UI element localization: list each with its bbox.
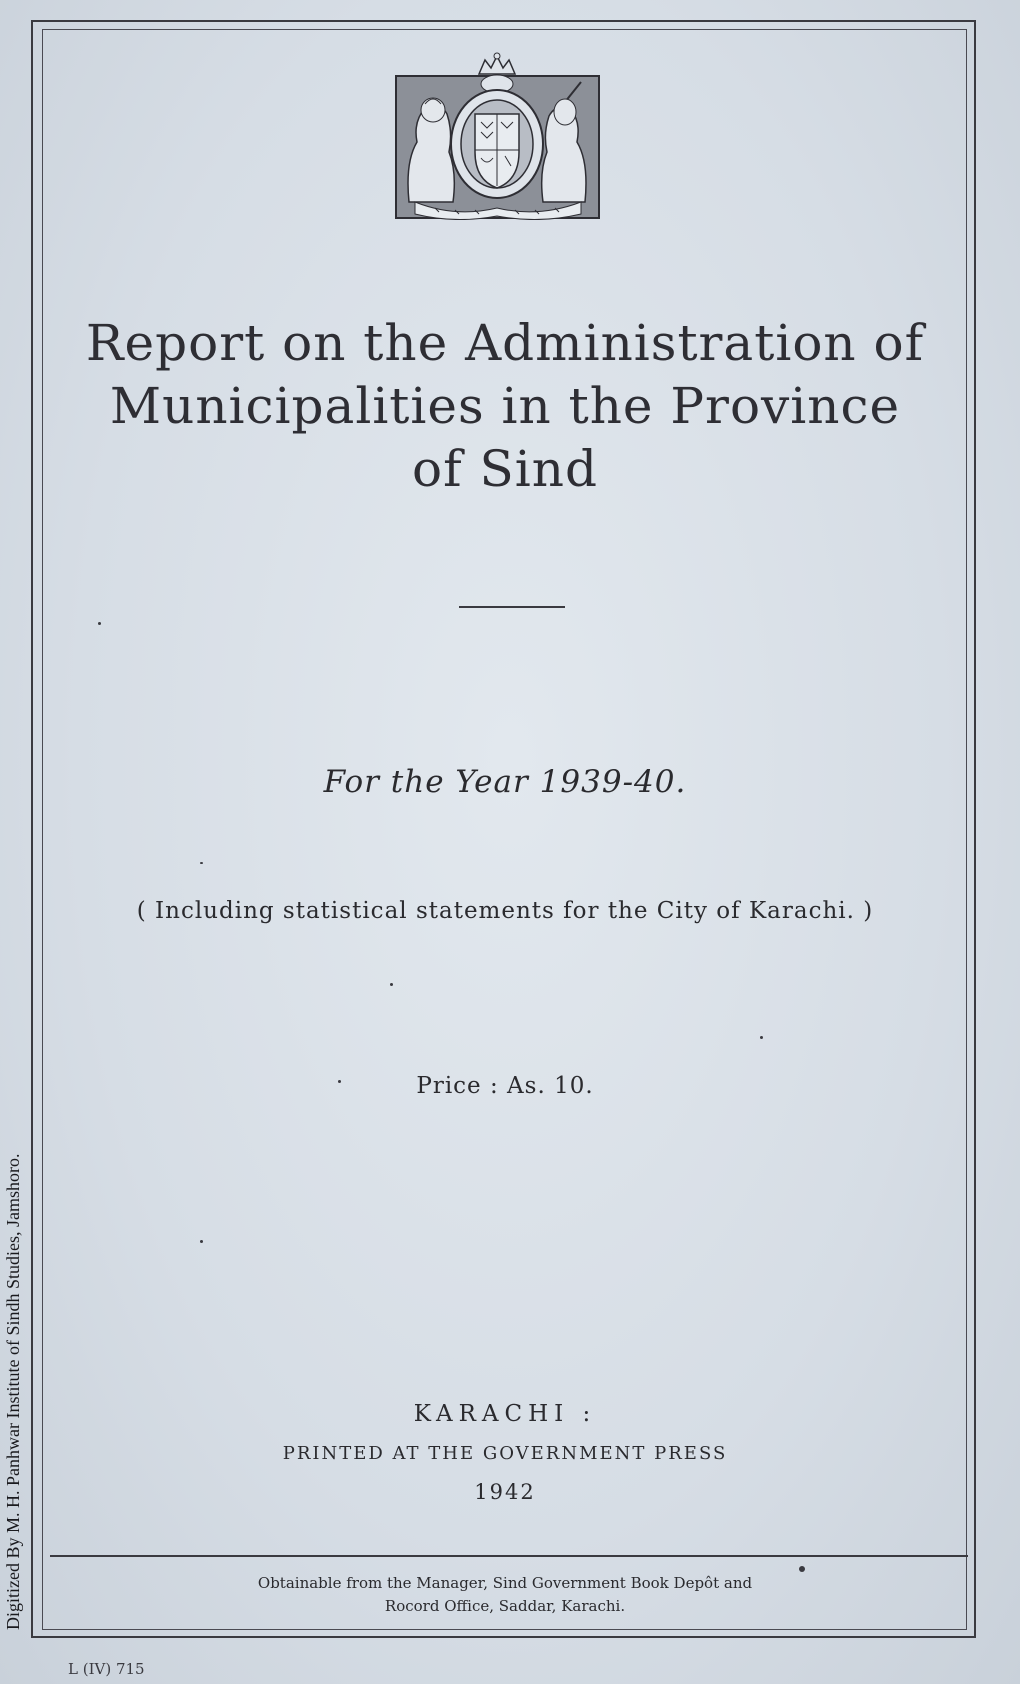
obtainable-line: Obtainable from the Manager, Sind Government Book Depôt and (257, 1574, 753, 1592)
obtainable-line: Rocord Office, Saddar, Karachi. (384, 1597, 626, 1615)
title-line: Municipalities in the Province (109, 377, 901, 435)
report-title (50, 312, 960, 501)
title-line: of Sind (412, 440, 598, 498)
footer-rule (50, 1555, 968, 1557)
paper-speck (760, 1036, 763, 1039)
paper-speck (200, 862, 203, 864)
paper-speck (338, 1080, 341, 1083)
price-line: Price : As. 10. (416, 1073, 594, 1099)
royal-coat-of-arms-icon (395, 52, 600, 220)
obtainable-note (50, 1572, 960, 1618)
paper-speck (390, 983, 393, 986)
paper-speck (98, 622, 101, 625)
publication-year: 1942 (474, 1480, 536, 1504)
report-year: For the Year 1939-40. (323, 764, 687, 800)
publication-place: KARACHI : (413, 1401, 597, 1427)
report-subtitle: ( Including statistical statements for the City of Karachi. ) (136, 898, 874, 924)
title-line: Report on the Administration of (85, 314, 925, 372)
catalogue-code: L (IV) 715 (68, 1660, 145, 1678)
printer-line: PRINTED AT THE GOVERNMENT PRESS (282, 1443, 728, 1464)
digitization-note: Digitized By M. H. Panhwar Institute of Sindh Studies, Jamshoro. (3, 1153, 23, 1630)
inner-border (42, 29, 967, 1630)
paper-speck (200, 1240, 203, 1243)
paper-speck (799, 1566, 805, 1572)
divider-rule (459, 606, 565, 608)
